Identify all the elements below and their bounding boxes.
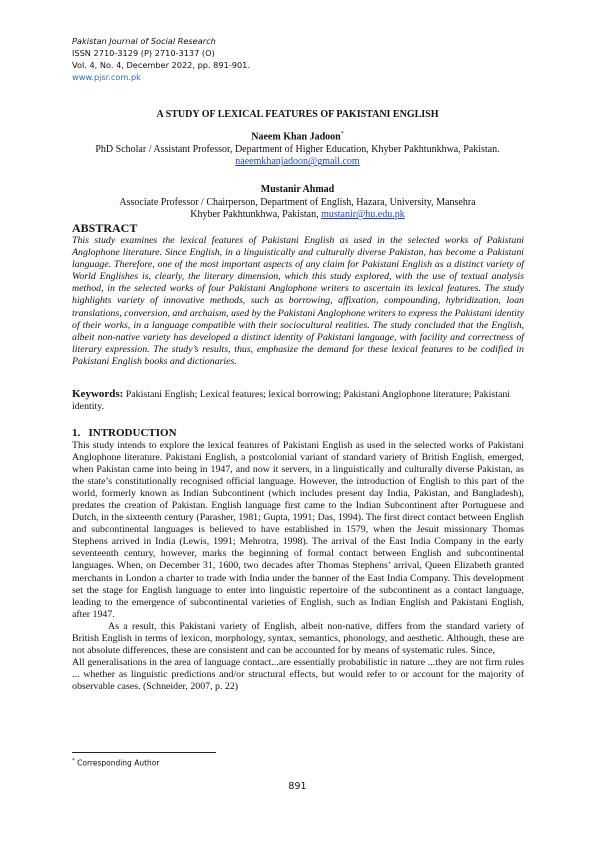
journal-header — [72, 35, 250, 83]
author-block-1 — [40, 128, 555, 169]
author-mark: * — [340, 131, 344, 137]
keywords-text: Pakistani English; Lexical features; lexical borrowing; Pakistani Anglophone literature; Pakistani identity. — [72, 389, 511, 413]
author-block-2 — [40, 184, 555, 222]
author-name: Mustanir Ahmad — [260, 184, 335, 195]
block-quote: All generalisations in the area of language contact...are essentially probabilistic in nature ...they are not firm rules ... whether as linguistic predictions and/or structural effects, but would refer to or account for the majority of observable cases. (Schneider, 2007, p. 22) — [72, 656, 524, 692]
abstract-heading: ABSTRACT — [72, 221, 138, 235]
footnote — [72, 758, 159, 768]
author-affiliation: PhD Scholar / Assistant Professor, Department of Higher Education, Khyber Pakhtunkhwa, Pakistan. — [95, 143, 500, 155]
author-affiliation-cont: Khyber Pakhtunkhwa, Pakistan, — [190, 209, 319, 220]
page-number: 891 — [288, 781, 307, 792]
author-email-link[interactable]: mustanir@hu.edu.pk — [321, 209, 405, 220]
journal-volume: Vol. 4, No. 4, December 2022, pp. 891-901. — [72, 60, 250, 70]
keywords — [72, 388, 524, 413]
footnote-mark: * — [72, 758, 75, 764]
author-affiliation: Associate Professor / Chairperson, Department of English, Hazara, University, Mansehra — [119, 196, 476, 208]
footnote-text: Corresponding Author — [77, 758, 160, 768]
journal-url-link[interactable]: www.pjsr.com.pk — [72, 72, 141, 82]
paper-title: A STUDY OF LEXICAL FEATURES OF PAKISTANI ENGLISH — [156, 109, 439, 120]
keywords-label: Keywords: — [72, 388, 124, 400]
journal-name: Pakistan Journal of Social Research — [72, 36, 216, 46]
author-name: Naeem Khan Jadoon — [251, 131, 341, 143]
author-email-link[interactable]: naeemkhanjadoon@gmail.com — [235, 156, 360, 168]
section-body — [72, 440, 524, 693]
abstract-text: This study examines the lexical features of Pakistani English as used in the selected works of Pakistani Anglophone literature. Since English, in a linguistically and culturally diverse Pakistan, has become a Pakistani language. Therefore, one of the most important aspects of any claim for Pakistani English as a distinct variety of World Englishes is, clearly, the literary dimension, which this study explored, with the use of textual analysis method, in the selected works of four Pakistani Anglophone writers to ascertain its lexical features. The study highlights variety of innovative methods, such as borrowing, affixation, compounding, hybridization, loan translations, conversion, and archaism, used by the Pakistani Anglophone writers to express the Pakistani identity of their works, in a language compatible with their sociocultural realities. The study concluded that the English, albeit non-native variety has developed a distinct identity of Pakistani language, with facility and correctness of literary expression. The study’s results, thus, emphasize the demand for these lexical features to be codified in Pakistani English books and dictionaries. — [72, 235, 524, 367]
journal-issn: ISSN 2710-3129 (P) 2710-3137 (O) — [72, 48, 215, 58]
section-heading: 1. INTRODUCTION — [72, 427, 177, 439]
paragraph: As a result, this Pakistani variety of English, albeit non-native, differs from the standard variety of British English in terms of lexicon, morphology, syntax, semantics, phonology, and aesthetic. Although, these are not absolute differences, these are consistent and can be accounted for by means of systematic rules. Since, — [72, 620, 524, 656]
paragraph: This study intends to explore the lexical features of Pakistani English as used in the selected works of Pakistani Anglophone literature. Pakistani English, a postcolonial variant of standard variety of British English, emerged, when Pakistan came into being in 1947, and now it servers, in a linguistically and culturally diverse Pakistan, as the state’s constitutionally recognised official language. However, the introduction of English to this part of the world, formerly known as Indian Subcontinent (which includes present day India, Pakistan, and Bangladesh), predates the creation of Pakistan. English language first came to the Indian Subcontinent after Portuguese and Dutch, in the sixteenth century (Parasher, 1981; Gupta, 1991; Das, 1994). The first direct contact between English and subcontinental languages is believed to have established in 1579, when the Jesuit missionary Thomas Stephens arrived in India (Lewis, 1991; Mehrotra, 1998). The arrival of the East India Company in the early seventeenth century, however, marks the beginning of formal contact between English and subcontinental languages. When, on December 31, 1600, two decades after Thomas Stephens’ arrival, Queen Elizabeth granted merchants in London a charter to trade with India under the banner of the East India Company. This development set the stage for English language to enter into linguistic repertoire of the subcontinent as a contact language, leading to the emergence of subcontinental varieties of English, such as Indian English and Pakistani English, after 1947. — [72, 440, 524, 620]
footnote-rule — [72, 752, 216, 753]
